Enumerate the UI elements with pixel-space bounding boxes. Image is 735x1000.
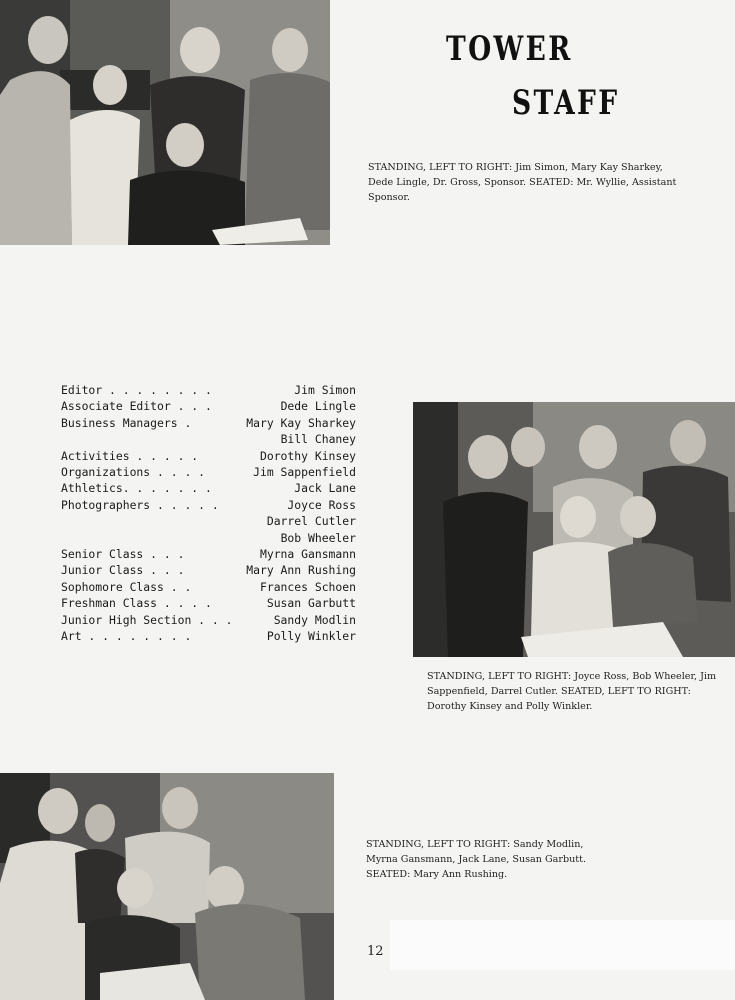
staff-name: Jack Lane [294, 481, 356, 496]
staff-name: Frances Schoen [259, 579, 356, 594]
staff-role: Editor . . . . . . . . [61, 383, 212, 397]
blank-strip [390, 920, 735, 970]
caption-bottom-photo: STANDING, LEFT TO RIGHT: Sandy Modlin, Myrna Gansmann, Jack Lane, Susan Garbutt. SEATED: Mary Ann Rushing. [366, 839, 587, 880]
caption-middle-photo: STANDING, LEFT TO RIGHT: Joyce Ross, Bob Wheeler, Jim Sappenfield, Darrel Cutler. SEATED, LEFT TO RIGHT: Dorothy Kinsey and Polly Winkler. [427, 671, 717, 712]
staff-row [61, 464, 356, 480]
staff-list [61, 382, 356, 645]
staff-photo-top [0, 0, 330, 245]
staff-row [61, 612, 356, 628]
staff-role: Athletics. . . . . . . [61, 481, 212, 496]
staff-row [61, 628, 356, 644]
staff-name: Bob Wheeler [280, 530, 356, 545]
staff-name: Sandy Modlin [273, 612, 356, 627]
staff-role: Senior Class . . . [61, 547, 185, 562]
staff-row [61, 595, 356, 611]
page-title-line-1: TOWER [446, 29, 573, 69]
staff-role: Freshman Class . . . . [61, 596, 212, 611]
staff-name: Dede Lingle [280, 399, 356, 414]
staff-name: Mary Kay Sharkey [246, 415, 356, 430]
staff-role: Junior High Section . . . [61, 612, 233, 627]
staff-name: Myrna Gansmann [259, 547, 356, 562]
staff-row [61, 431, 356, 447]
staff-name: Polly Winkler [266, 629, 356, 644]
staff-row [61, 398, 356, 414]
staff-name: Joyce Ross [287, 497, 356, 512]
staff-row [61, 415, 356, 431]
staff-role: Junior Class . . . [61, 563, 185, 578]
staff-name: Dorothy Kinsey [259, 448, 356, 463]
staff-role: Art . . . . . . . . [61, 629, 192, 644]
staff-role: Associate Editor . . . [61, 399, 212, 414]
caption-top-photo: STANDING, LEFT TO RIGHT: Jim Simon, Mary Kay Sharkey, Dede Lingle, Dr. Gross, Sponsor. SEATED: Mr. Wyllie, Assistant Sponsor. [368, 162, 677, 203]
staff-row [61, 513, 356, 529]
staff-name: Jim Simon [294, 383, 356, 397]
staff-name: Darrel Cutler [266, 514, 356, 529]
staff-role: Activities . . . . . [61, 448, 199, 463]
staff-row [61, 562, 356, 578]
staff-row [61, 448, 356, 464]
staff-photo-bottom [0, 773, 334, 1000]
page-number: 12 [367, 944, 384, 959]
staff-row [61, 546, 356, 562]
staff-row [61, 382, 356, 398]
staff-role: Business Managers . [61, 415, 192, 430]
staff-row [61, 480, 356, 496]
page-title-line-2: STAFF [512, 83, 620, 123]
staff-photo-middle [413, 402, 735, 657]
staff-name: Susan Garbutt [266, 596, 356, 611]
staff-role: Sophomore Class . . [61, 579, 192, 594]
staff-name: Jim Sappenfield [253, 465, 356, 480]
staff-row [61, 530, 356, 546]
staff-row [61, 579, 356, 595]
staff-name: Bill Chaney [280, 432, 356, 447]
staff-role: Organizations . . . . [61, 465, 206, 480]
staff-name: Mary Ann Rushing [246, 563, 356, 578]
staff-role: Photographers . . . . . [61, 497, 219, 512]
staff-row [61, 497, 356, 513]
